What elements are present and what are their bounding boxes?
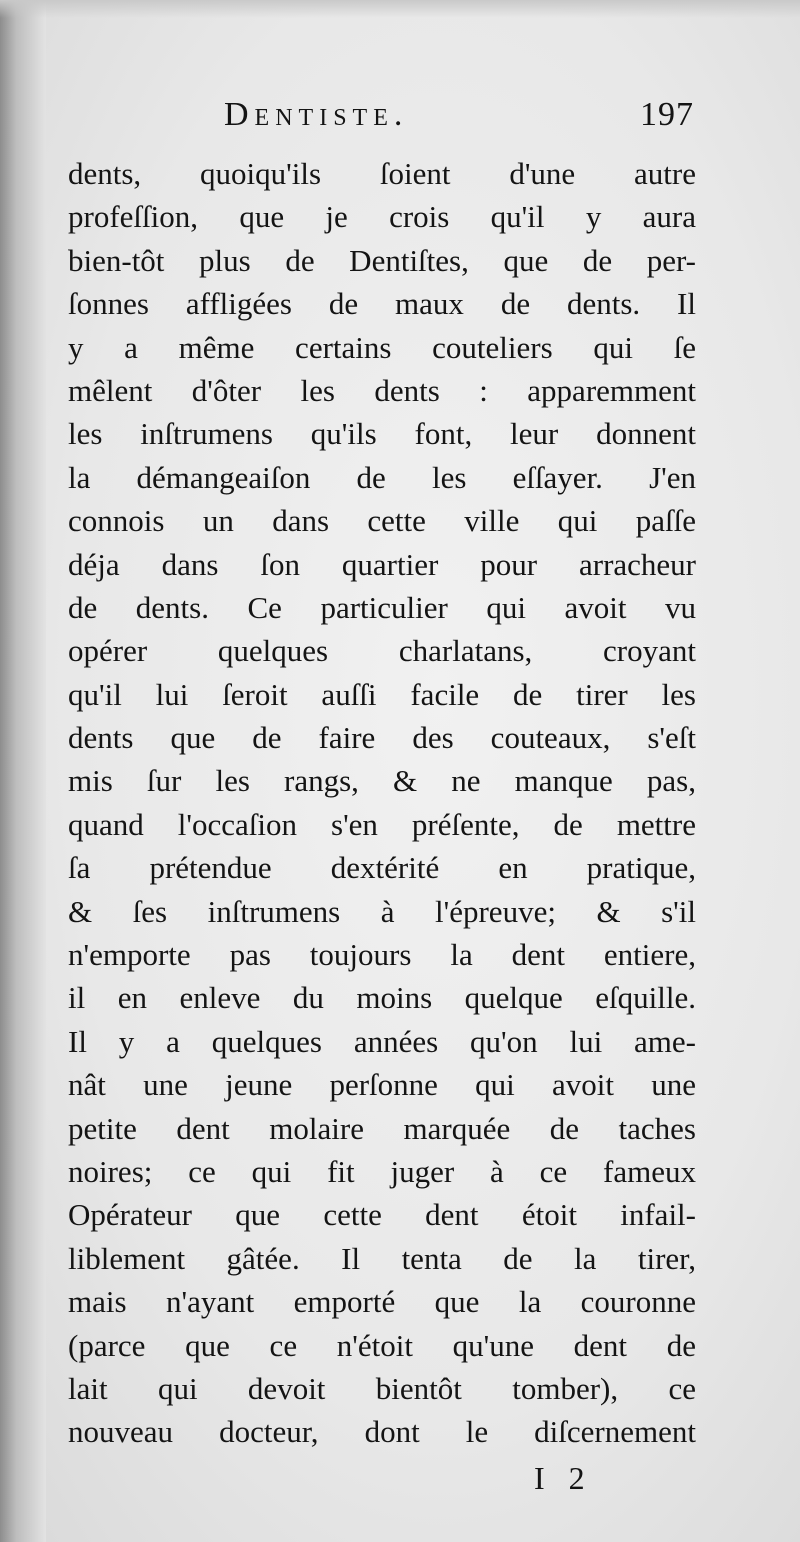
text-line: lait qui devoit bientôt tomber), ce bbox=[68, 1370, 696, 1406]
text-line: déja dans ſon quartier pour arracheur bbox=[68, 546, 696, 582]
text-line: la démangeaiſon de les eſſayer. J'en bbox=[68, 459, 696, 495]
text-line: Opérateur que cette dent étoit infail- bbox=[68, 1197, 696, 1233]
text-line: quand l'occaſion s'en préſente, de mettre bbox=[68, 806, 696, 842]
text-line: dents, quoiqu'ils ſoient d'une autre bbox=[68, 156, 696, 191]
text-line: les inſtrumens qu'ils font, leur donnent bbox=[68, 416, 696, 452]
text-line: nouveau docteur, dont le diſcernement bbox=[68, 1414, 696, 1450]
page-binding-shadow bbox=[0, 0, 46, 1542]
text-line: connois un dans cette ville qui paſſe bbox=[68, 503, 696, 539]
text-line: mis ſur les rangs, & ne manque pas, bbox=[68, 763, 696, 799]
text-line: dents que de faire des couteaux, s'eſt bbox=[68, 720, 696, 756]
signature-mark: I 2 bbox=[534, 1460, 593, 1496]
text-line: ſa prétendue dextérité en pratique, bbox=[68, 850, 696, 886]
text-line: n'emporte pas toujours la dent entiere, bbox=[68, 937, 696, 973]
text-line: mais n'ayant emporté que la couronne bbox=[68, 1284, 696, 1320]
page-header bbox=[224, 96, 694, 142]
text-line: & ſes inſtrumens à l'épreuve; & s'il bbox=[68, 893, 696, 929]
page-number: 197 bbox=[640, 96, 694, 133]
text-line: liblement gâtée. Il tenta de la tirer, bbox=[68, 1240, 696, 1276]
text-line: noires; ce qui fit juger à ce fameux bbox=[68, 1153, 696, 1189]
text-line: petite dent molaire marquée de taches bbox=[68, 1110, 696, 1146]
running-head: Dentiste. bbox=[224, 96, 409, 133]
text-line: opérer quelques charlatans, croyant bbox=[68, 633, 696, 669]
text-line: mêlent d'ôter les dents : apparemment bbox=[68, 372, 696, 408]
text-line: qu'il lui ſeroit auſſi facile de tirer les bbox=[68, 676, 696, 712]
body-text bbox=[68, 152, 696, 1454]
text-line: y a même certains couteliers qui ſe bbox=[68, 329, 696, 365]
text-line: Il y a quelques années qu'on lui ame- bbox=[68, 1023, 696, 1059]
text-line: bien-tôt plus de Dentiſtes, que de per- bbox=[68, 242, 696, 278]
text-line: ſonnes affligées de maux de dents. Il bbox=[68, 286, 696, 322]
page-top-shadow bbox=[0, 0, 800, 18]
text-line: (parce que ce n'étoit qu'une dent de bbox=[68, 1327, 696, 1363]
text-line: il en enleve du moins quelque eſquille. bbox=[68, 980, 696, 1016]
text-line: nât une jeune perſonne qui avoit une bbox=[68, 1067, 696, 1103]
text-line: de dents. Ce particulier qui avoit vu bbox=[68, 589, 696, 625]
text-line: profeſſion, que je crois qu'il y aura bbox=[68, 199, 696, 235]
